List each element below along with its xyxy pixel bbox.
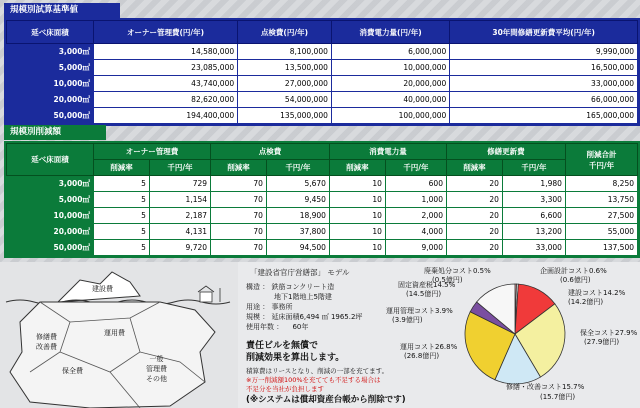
- table1-row: [7, 60, 638, 76]
- pie-sub-opmgmt: (3.9億円): [392, 316, 423, 324]
- pie-label-disposal: 廃棄処分コスト0.5%: [424, 267, 491, 275]
- table1-title: 規模別試算基準値: [4, 3, 120, 18]
- table1-row: [7, 44, 638, 60]
- table2-cell: 1,980: [502, 176, 565, 192]
- table2-cell: 20: [446, 192, 502, 208]
- table2-cell: 5: [94, 192, 150, 208]
- pie-label-construction: 建設コスト14.2%: [568, 289, 626, 297]
- table2-row: [7, 192, 638, 208]
- table1-cell: 10,000㎡: [7, 76, 94, 92]
- table2-cell: 94,500: [266, 240, 329, 256]
- table1-header-3: 消費電力量(円/年): [331, 21, 449, 44]
- pie-sub-tax: (14.5億円): [406, 290, 442, 298]
- table1: [6, 20, 638, 124]
- table1-cell: 14,580,000: [94, 44, 238, 60]
- table2-cell: 5: [94, 176, 150, 192]
- table1-cell: 3,000㎡: [7, 44, 94, 60]
- table2-cell: 20: [446, 240, 502, 256]
- table2-cell: 1,000: [385, 192, 446, 208]
- table2-row: [7, 208, 638, 224]
- table2-cell: 10: [329, 224, 385, 240]
- table2-cell: 2,000: [385, 208, 446, 224]
- table2-cell: 8,250: [565, 176, 637, 192]
- iceberg-label-construction: 建設費: [92, 285, 113, 293]
- iceberg-label-operation: 運用費: [104, 329, 125, 337]
- table1-header-2: 点検費(円/年): [238, 21, 332, 44]
- table2-header-0: 延べ床面積: [7, 144, 94, 176]
- table1-row: [7, 92, 638, 108]
- table2-cell: 37,800: [266, 224, 329, 240]
- table2-panel: [4, 141, 640, 258]
- model-line-1: 構造 ： 鉄筋コンクリート造: [246, 283, 335, 291]
- table2-row: [7, 224, 638, 240]
- pie-label-planning: 企画設計コスト0.6%: [540, 267, 607, 275]
- table1-cell: 135,000,000: [238, 108, 332, 124]
- table1-cell: 5,000㎡: [7, 60, 94, 76]
- table2-cell: 6,600: [502, 208, 565, 224]
- table2-cell: 20,000㎡: [7, 224, 94, 240]
- table1-cell: 33,000,000: [450, 76, 638, 92]
- model-line-2: 地下1階地上5階建: [246, 293, 332, 301]
- table2-cell: 70: [211, 192, 267, 208]
- pie-sub-planning: (0.6億円): [560, 276, 591, 284]
- pie-label-repair: 修繕・改善コスト15.7%: [506, 383, 585, 391]
- pie-label-operation: 運用コスト26.8%: [400, 343, 458, 351]
- table2-cell: 137,500: [565, 240, 637, 256]
- table2-cell: 50,000㎡: [7, 240, 94, 256]
- table2-cell: 20: [446, 176, 502, 192]
- table2-header-3: 消費電力量: [329, 144, 446, 160]
- table2-cell: 10: [329, 176, 385, 192]
- table2-cell: 27,500: [565, 208, 637, 224]
- table1-cell: 9,990,000: [450, 44, 638, 60]
- table2-cell: 9,450: [266, 192, 329, 208]
- table2-header-1: オーナー管理費: [94, 144, 211, 160]
- note-1: 積算費はリースとなり、削減の一部を充てます。: [246, 367, 389, 375]
- table1-cell: 8,100,000: [238, 44, 332, 60]
- note-2: ※万一削減額100%を充てても不足する場合は: [246, 376, 381, 384]
- pie-label-tax: 固定資産税14.5%: [398, 281, 456, 289]
- table2-cell: 10: [329, 240, 385, 256]
- table2-header-2: 点検費: [211, 144, 330, 160]
- table2-cell: 9,720: [149, 240, 210, 256]
- bottom-section: [0, 262, 640, 408]
- table1-cell: 50,000㎡: [7, 108, 94, 124]
- table2-cell: 20: [446, 208, 502, 224]
- iceberg-label-repair: 修繕費 改善費: [36, 333, 57, 351]
- table2-cell: 55,000: [565, 224, 637, 240]
- pie-label-maintenance: 保全コスト27.9%: [580, 329, 638, 337]
- table2-subheader-rate: 削減率: [94, 160, 150, 176]
- table2-cell: 70: [211, 224, 267, 240]
- table1-cell: 194,400,000: [94, 108, 238, 124]
- table1-row: [7, 76, 638, 92]
- table2-cell: 18,900: [266, 208, 329, 224]
- note-3: 不足分を当社が負担します: [246, 385, 324, 393]
- table2-subheader-amount: 千円/年: [149, 160, 210, 176]
- table1-cell: 20,000,000: [331, 76, 449, 92]
- table2-cell: 5,670: [266, 176, 329, 192]
- iceberg-label-admin: 一般 管理費 その他: [146, 355, 167, 383]
- table1-cell: 6,000,000: [331, 44, 449, 60]
- pie-sub-disposal: (0.5億円): [432, 276, 463, 284]
- headline-2: 削減効果を算出します。: [246, 353, 345, 363]
- table2-cell: 10: [329, 208, 385, 224]
- headline-1: 責任ビルを無償で: [246, 341, 319, 351]
- table2-cell: 9,000: [385, 240, 446, 256]
- table1-cell: 82,620,000: [94, 92, 238, 108]
- table2-cell: 10,000㎡: [7, 208, 94, 224]
- table2-cell: 3,000㎡: [7, 176, 94, 192]
- table2-subheader-rate: 削減率: [446, 160, 502, 176]
- table1-cell: 165,000,000: [450, 108, 638, 124]
- table2-cell: 1,154: [149, 192, 210, 208]
- table1-header-0: 延べ床面積: [7, 21, 94, 44]
- table2-header-5: 削減合計 千円/年: [565, 144, 637, 176]
- table2-cell: 70: [211, 240, 267, 256]
- table1-cell: 54,000,000: [238, 92, 332, 108]
- table1-cell: 27,000,000: [238, 76, 332, 92]
- note-4: (※システムは償却資産台帳から削除です): [246, 395, 406, 405]
- table2-cell: 5: [94, 208, 150, 224]
- table1-cell: 43,740,000: [94, 76, 238, 92]
- table2-cell: 2,187: [149, 208, 210, 224]
- table2-cell: 70: [211, 176, 267, 192]
- table1-row: [7, 108, 638, 124]
- table2: [6, 143, 638, 256]
- table2-row: [7, 240, 638, 256]
- table2-cell: 3,300: [502, 192, 565, 208]
- table1-cell: 66,000,000: [450, 92, 638, 108]
- pie-sub-construction: (14.2億円): [568, 298, 604, 306]
- table2-cell: 5: [94, 224, 150, 240]
- table2-subheader-amount: 千円/年: [502, 160, 565, 176]
- table2-subheader-rate: 削減率: [211, 160, 267, 176]
- pie-sub-maintenance: (27.9億円): [584, 338, 620, 346]
- table2-cell: 10: [329, 192, 385, 208]
- table1-header-4: 30年間修繕更新費平均(円/年): [450, 21, 638, 44]
- pie-sub-repair: (15.7億円): [540, 393, 576, 401]
- table1-cell: 40,000,000: [331, 92, 449, 108]
- table2-row: [7, 176, 638, 192]
- table1-cell: 13,500,000: [238, 60, 332, 76]
- table1-cell: 100,000,000: [331, 108, 449, 124]
- table2-cell: 5: [94, 240, 150, 256]
- model-line-3: 用途 ： 事務所: [246, 303, 293, 311]
- model-line-4: 規模 ： 延床面積6,494 ㎡ 1965.2坪: [246, 313, 363, 321]
- pie-sub-operation: (26.8億円): [404, 352, 440, 360]
- table2-cell: 33,000: [502, 240, 565, 256]
- pie-label-opmgmt: 運用管理コスト3.9%: [386, 307, 453, 315]
- table2-header-4: 修繕更新費: [446, 144, 565, 160]
- table2-title: 規模別削減額: [4, 125, 106, 140]
- table2-cell: 5,000㎡: [7, 192, 94, 208]
- model-title: 「建設省官庁営繕部」 モデル: [250, 268, 350, 277]
- table2-cell: 70: [211, 208, 267, 224]
- table2-cell: 13,750: [565, 192, 637, 208]
- table2-subheader-amount: 千円/年: [385, 160, 446, 176]
- table2-cell: 20: [446, 224, 502, 240]
- table2-subheader-rate: 削減率: [329, 160, 385, 176]
- table1-cell: 10,000,000: [331, 60, 449, 76]
- table2-cell: 4,000: [385, 224, 446, 240]
- iceberg-label-maintenance: 保全費: [62, 367, 83, 375]
- table2-subheader-amount: 千円/年: [266, 160, 329, 176]
- table1-cell: 20,000㎡: [7, 92, 94, 108]
- table1-panel: [4, 18, 640, 126]
- table2-cell: 4,131: [149, 224, 210, 240]
- table1-header-1: オーナー管理費(円/年): [94, 21, 238, 44]
- table2-cell: 13,200: [502, 224, 565, 240]
- table1-cell: 16,500,000: [450, 60, 638, 76]
- table2-cell: 600: [385, 176, 446, 192]
- table1-cell: 23,085,000: [94, 60, 238, 76]
- table2-cell: 729: [149, 176, 210, 192]
- model-line-5: 使用年数 ： 60年: [246, 323, 309, 331]
